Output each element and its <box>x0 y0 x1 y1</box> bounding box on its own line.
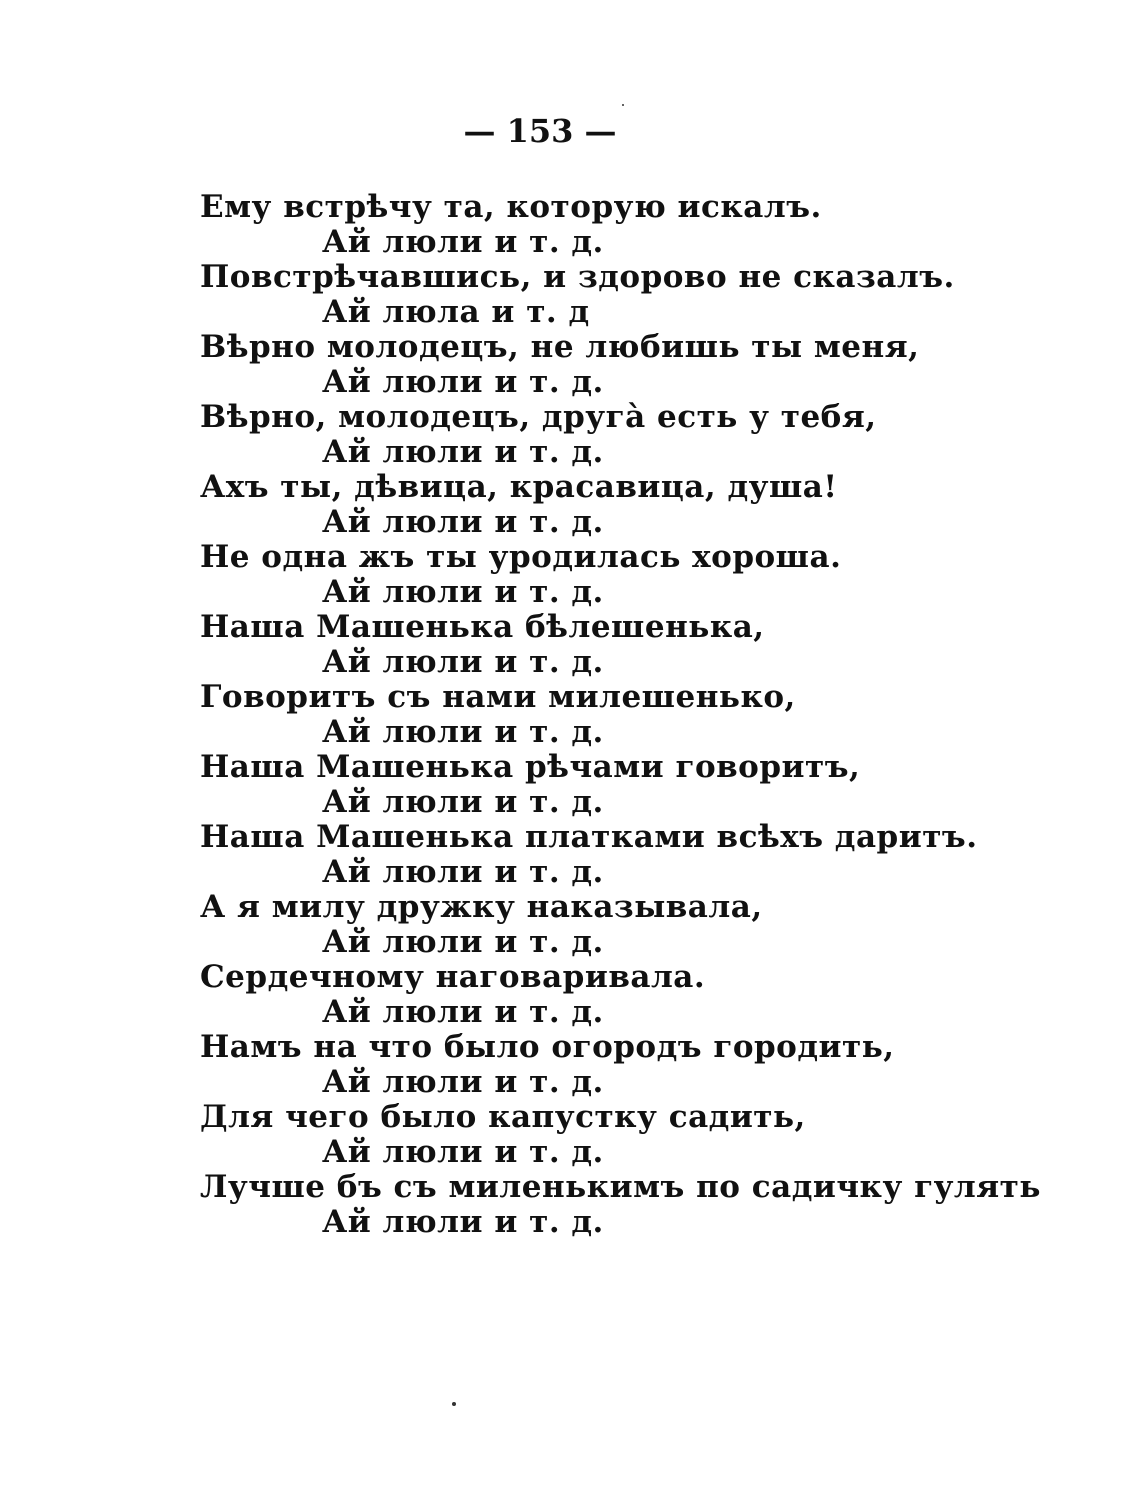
verse-line: Не одна жъ ты уродилась хороша. <box>200 539 842 575</box>
refrain-line: Ай люли и т. д. <box>322 784 604 820</box>
verse-line: Для чего было капустку садить, <box>200 1099 806 1135</box>
speck <box>622 104 624 106</box>
refrain-line: Ай люли и т. д. <box>322 434 604 470</box>
refrain-line: Ай люли и т. д. <box>322 1134 604 1170</box>
verse-line: Наша Машенька платками всѣхъ даритъ. <box>200 819 978 855</box>
refrain-line: Ай люли и т. д. <box>322 504 604 540</box>
verse-line: Вѣрно, молодецъ, друга̀ есть у тебя, <box>200 399 877 435</box>
verse-line: Сердечному наговаривала. <box>200 959 706 995</box>
verse-line: Повстрѣчавшись, и здорово не сказалъ. <box>200 259 955 295</box>
refrain-line: Ай люли и т. д. <box>322 854 604 890</box>
refrain-line: Ай люли и т. д. <box>322 714 604 750</box>
refrain-line: Ай люли и т. д. <box>322 994 604 1030</box>
refrain-line: Ай люли и т. д. <box>322 644 604 680</box>
page-number: — 153 — <box>463 112 617 150</box>
speck <box>452 1402 456 1406</box>
refrain-line: Ай люли и т. д. <box>322 574 604 610</box>
verse-line: Вѣрно молодецъ, не любишь ты меня, <box>200 329 920 365</box>
verse-line: Намъ на что было огородъ городить, <box>200 1029 895 1065</box>
verse-line: Ему встрѣчу та, которую искалъ. <box>200 189 822 225</box>
refrain-line: Ай люли и т. д. <box>322 364 604 400</box>
verse-line: Говоритъ съ нами милешенько, <box>200 679 796 715</box>
verse-line: Наша Машенька рѣчами говоритъ, <box>200 749 861 785</box>
refrain-line: Ай люла и т. д <box>322 294 590 330</box>
refrain-line: Ай люли и т. д. <box>322 1064 604 1100</box>
verse-line: Ахъ ты, дѣвица, красавица, душа! <box>200 469 838 505</box>
verse-line: Наша Машенька бѣлешенька, <box>200 609 765 645</box>
refrain-line: Ай люли и т. д. <box>322 224 604 260</box>
verse-line: Лучше бъ съ миленькимъ по садичку гулять <box>200 1169 1041 1205</box>
verse-line: А я милу дружку наказывала, <box>200 889 763 925</box>
song-verse <box>200 190 1100 1240</box>
refrain-line: Ай люли и т. д. <box>322 1204 604 1240</box>
refrain-line: Ай люли и т. д. <box>322 924 604 960</box>
